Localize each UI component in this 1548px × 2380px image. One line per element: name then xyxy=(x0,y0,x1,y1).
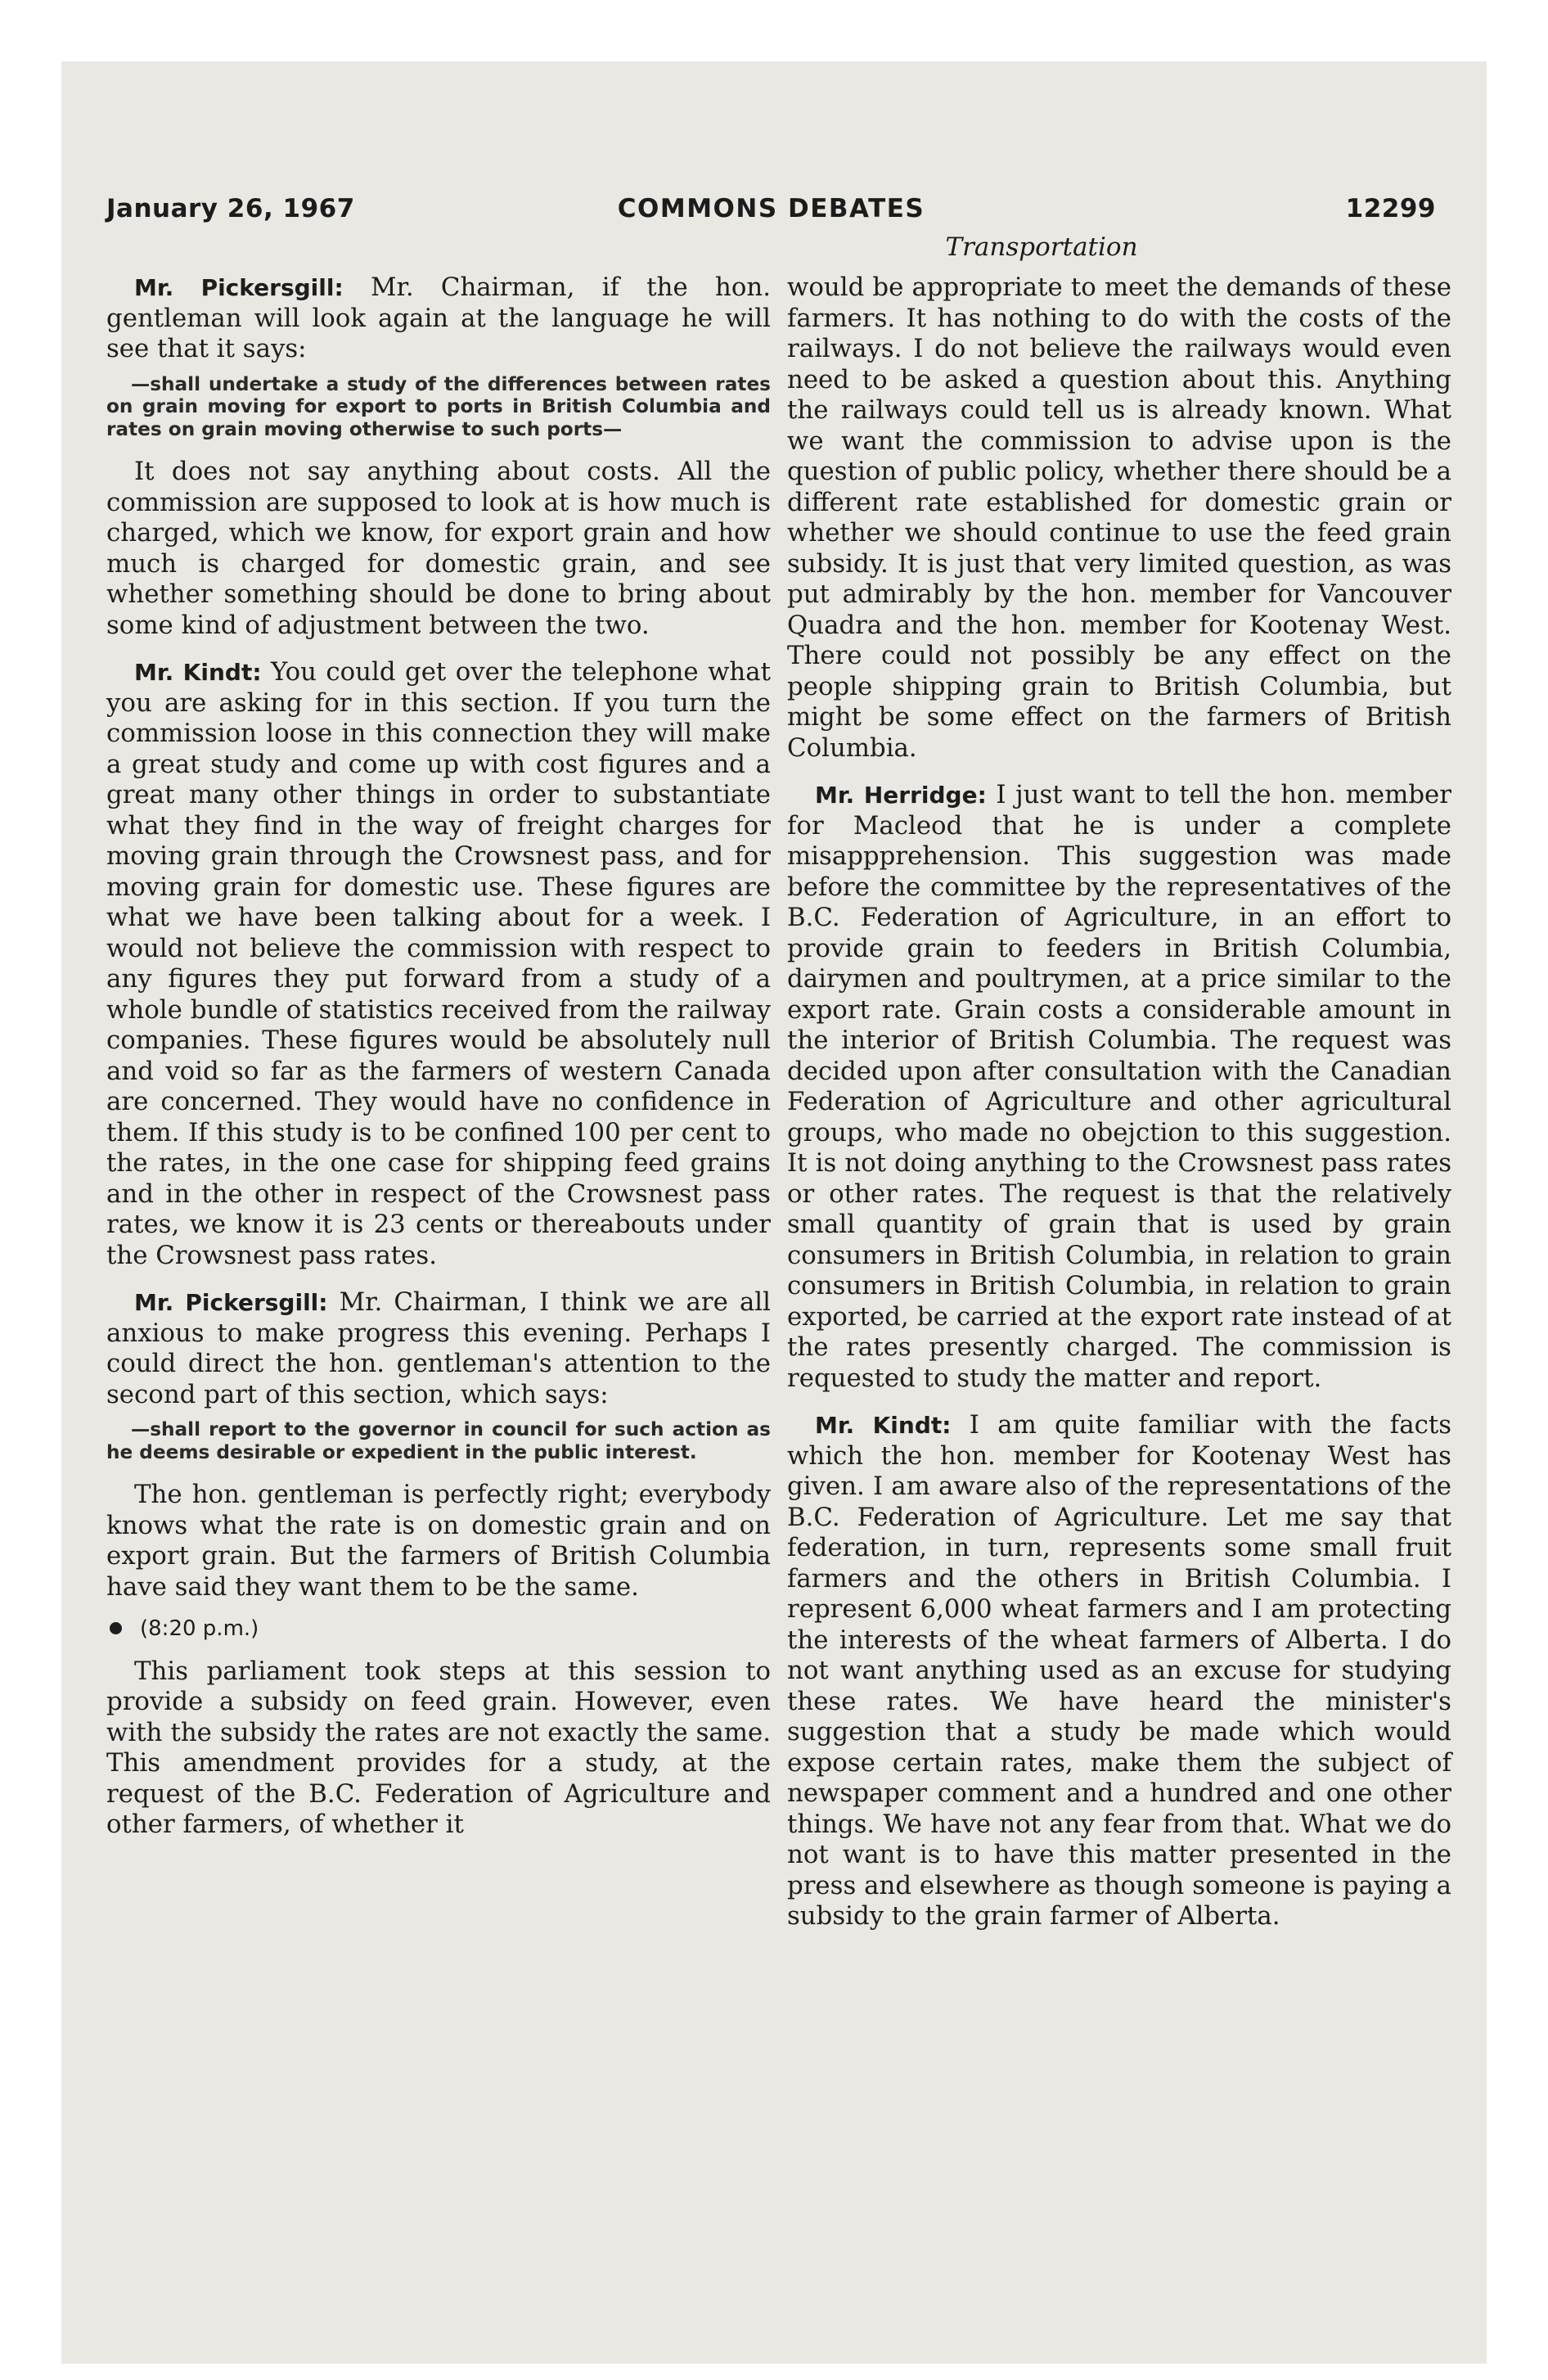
paragraph xyxy=(787,780,1451,1394)
paragraph: It does not say anything about costs. All the commission are supposed to look at is how much is charged, which we know, for export grain and how much is charged for domestic grain, and see whether something should be done to bring about some kind of adjustment between the two. xyxy=(106,457,771,640)
paragraph: would be appropriate to meet the demands of these farmers. It has nothing to do with the costs of the railways. I do not believe the railways would even need to be asked a question about this. Anything the railways could tell us is already known. What we want the commission to advise upon is the question of public policy, whether there should be a different rate established for domestic grain or whether we should continue to use the feed grain subsidy. It is just that very limited question, as was put admirably by the hon. member for Vancouver Quadra and the hon. member for Kootenay West. There could not possibly be any effect on the people shipping grain to British Columbia, but might be some effect on the farmers of British Columbia. xyxy=(787,273,1451,763)
right-column xyxy=(787,273,1451,1932)
speech-text: You could get over the telephone what you are asking for in this section. If you turn the commission loose in this connection they will make a great study and come up with cost figures and a great many other things in order to substantiate what they find in the way of freight charges for moving grain through the Crowsnest pass, and for moving grain for domestic use. These figures are what we have been talking about for a week. I would not believe the commission with respect to any figures they put forward from a study of a whole bundle of statistics received from the railway companies. These figures would be absolutely null and void so far as the farmers of western Canada are concerned. They would have no confidence in them. If this study is to be confined 100 per cent to the rates, in the one case for shipping feed grains and in the other in respect of the Crowsnest pass rates, we know it is 23 cents or thereabouts under the Crowsnest pass rates. xyxy=(106,657,771,1270)
bullet-icon xyxy=(110,1622,122,1634)
quote-text: —shall report to the governor in council for such action as he deems desirable or expedient in the public interest. xyxy=(106,1418,771,1463)
header-page-number: 12299 xyxy=(1345,194,1436,223)
quote-text: —shall undertake a study of the differences between rates on grain moving for export to ports in British Columbia and rates on grain moving otherwise to such ports— xyxy=(106,372,771,440)
timestamp-text: (8:20 p.m.) xyxy=(140,1616,259,1641)
speaker-name: Mr. Herridge: xyxy=(815,782,987,809)
speech-text: Mr. Chairman, if the hon. gentleman will look again at the language he will see that it says: xyxy=(106,273,771,363)
block-quote xyxy=(106,1418,771,1463)
speech-text: Mr. Chairman, I think we are all anxious to make progress this evening. Perhaps I could direct the hon. gentleman's attention to the second part of this section, which says: xyxy=(106,1287,772,1409)
paragraph: This parliament took steps at this session to provide a subsidy on feed grain. However, even with the subsidy the rates are not exactly the same. This amendment provides for a study, at the request of the B.C. Federation of Agriculture and other farmers, of whether it xyxy=(106,1656,771,1839)
paragraph xyxy=(787,1410,1451,1932)
header-date: January 26, 1967 xyxy=(106,194,355,223)
paragraph xyxy=(106,1287,771,1410)
paragraph xyxy=(106,273,771,365)
speaker-name: Mr. Pickersgill: xyxy=(134,1289,328,1316)
paragraph xyxy=(106,657,771,1271)
paragraph: The hon. gentleman is perfectly right; everybody knows what the rate is on domestic grain and on export grain. But the farmers of British Columbia have said they want them to be the same. xyxy=(106,1480,771,1602)
header-publication: COMMONS DEBATES xyxy=(617,194,925,223)
page-header xyxy=(106,194,1436,235)
block-quote xyxy=(106,373,771,441)
left-column xyxy=(106,273,771,1841)
subject-heading: Transportation xyxy=(945,232,1138,262)
timestamp xyxy=(106,1614,771,1645)
speaker-name: Mr. Pickersgill: xyxy=(134,274,344,301)
speech-text: I am quite familiar with the facts which the hon. member for Kootenay West has given. I am aware also of the representations of the B.C. Federation of Agriculture. Let me say that federation, in turn, represents some small fruit farmers and the others in British Columbia. I represent 6,000 wheat farmers and I am protecting the interests of the wheat farmers of Alberta. I do not want anything used as an excuse for studying these rates. We have heard the minister's suggestion that a study be made which would expose certain rates, make them the subject of newspaper comment and a hundred and one other things. We have not any fear from that. What we do not want is to have this matter presented in the press and elsewhere as though someone is paying a subsidy to the grain farmer of Alberta. xyxy=(787,1410,1451,1931)
speech-text: I just want to tell the hon. member for Macleod that he is under a complete misappprehension. This suggestion was made before the committee by the representatives of the B.C. Federation of Agriculture, in an effort to provide grain to feeders in British Columbia, dairymen and poultrymen, at a price similar to the export rate. Grain costs a considerable amount in the interior of British Columbia. The request was decided upon after consultation with the Canadian Federation of Agriculture and other agricultural groups, who made no obejction to this suggestion. It is not doing anything to the Crowsnest pass rates or other rates. The request is that the relatively small quantity of grain that is used by grain consumers in British Columbia, in relation to grain consumers in British Columbia, in relation to grain exported, be carried at the export rate instead of at the rates presently charged. The commission is requested to study the matter and report. xyxy=(787,780,1451,1393)
speaker-name: Mr. Kindt: xyxy=(815,1412,952,1439)
speaker-name: Mr. Kindt: xyxy=(134,659,262,686)
